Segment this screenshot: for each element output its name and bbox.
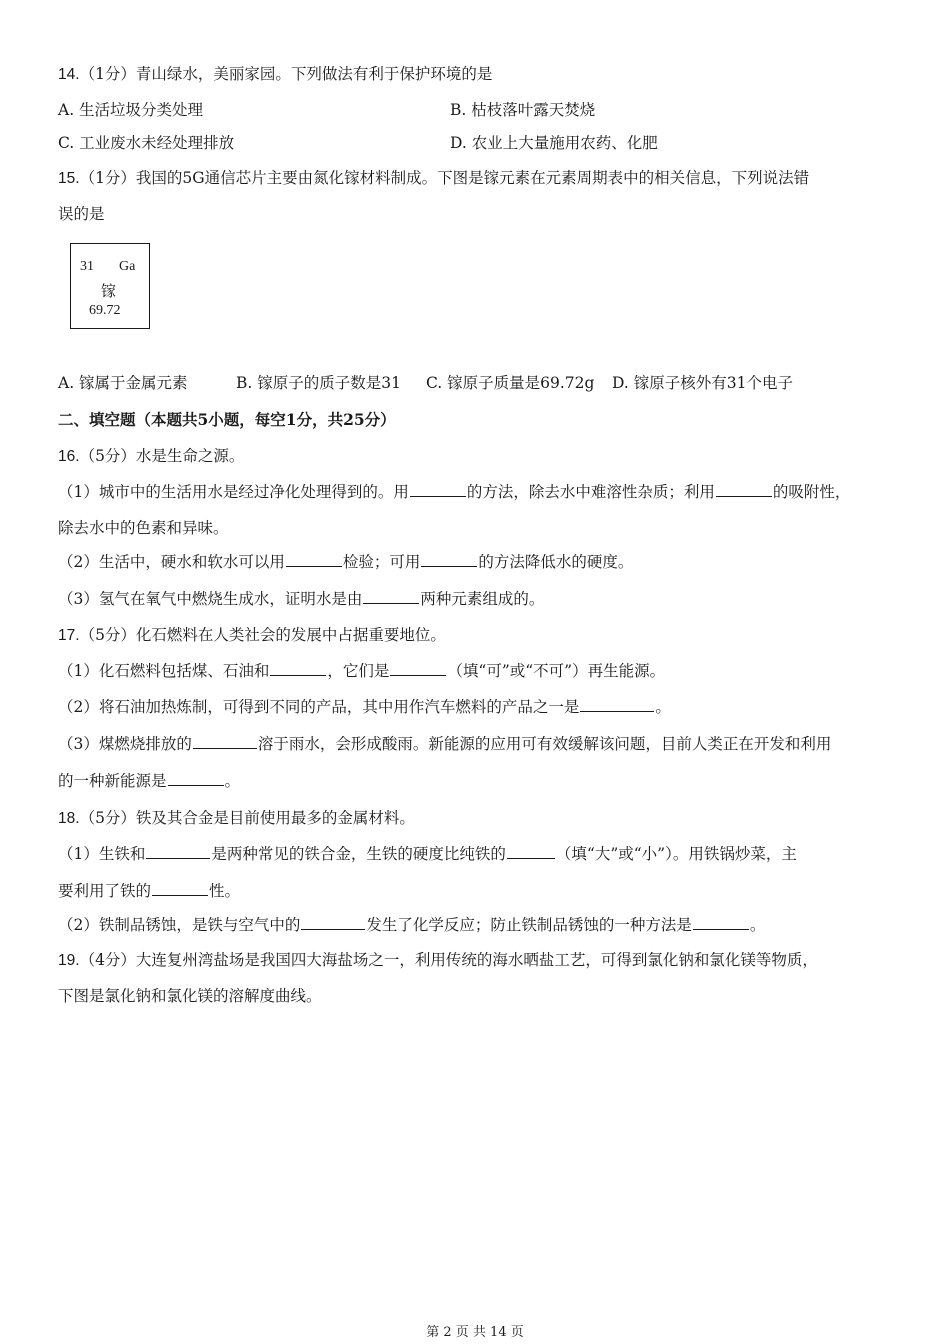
q18-part2: （2）铁制品锈蚀，是铁与空气中的 发生了化学反应；防止铁制品锈蚀的一种方法是 。 <box>58 916 766 934</box>
element-card-gallium <box>70 243 150 329</box>
q14-option-d: D. 农业上大量施用农药、化肥 <box>450 134 658 152</box>
q18-stem: 18.（5分）铁及其合金是目前使用最多的金属材料。 <box>58 809 415 827</box>
q17-part2: （2）将石油加热炼制，可得到不同的产品，其中用作汽车燃料的产品之一是 。 <box>58 698 671 716</box>
q17-part3-cont: 的一种新能源是 。 <box>58 772 241 790</box>
element-symbol: Ga <box>119 259 136 274</box>
blank[interactable] <box>716 482 772 497</box>
blank[interactable] <box>301 915 365 930</box>
section-title: 二、填空题（本题共5小题，每空1分，共25分） <box>58 410 396 429</box>
blank[interactable] <box>693 915 749 930</box>
blank[interactable] <box>363 589 419 604</box>
blank[interactable] <box>152 881 208 896</box>
q15-option-c: C. 镓原子质量是69.72g <box>426 374 595 392</box>
blank[interactable] <box>270 661 326 676</box>
q16-part2: （2）生活中，硬水和软水可以用 检验；可用 的方法降低水的硬度。 <box>58 553 634 571</box>
q15-option-a: A. 镓属于金属元素 <box>58 374 188 392</box>
blank[interactable] <box>193 734 257 749</box>
element-name: 镓 <box>101 282 117 300</box>
blank[interactable] <box>286 552 342 567</box>
blank[interactable] <box>410 482 466 497</box>
blank[interactable] <box>421 552 477 567</box>
q14-stem: 14.（1分）青山绿水，美丽家园。下列做法有利于保护环境的是 <box>58 65 493 83</box>
q16-part3: （3）氢气在氧气中燃烧生成水，证明水是由 两种元素组成的。 <box>58 590 545 608</box>
q15-stem-line2: 误的是 <box>58 205 105 223</box>
blank[interactable] <box>390 661 446 676</box>
q19-stem-line1: 19.（4分）大连复州湾盐场是我国四大海盐场之一，利用传统的海水晒盐工艺，可得到氯化钠和氯化镁等物质， <box>58 951 818 969</box>
q15-stem-line1: 15.（1分）我国的5G通信芯片主要由氮化镓材料制成。下图是镓元素在元素周期表中的相关信息，下列说法错 <box>58 169 810 187</box>
blank[interactable] <box>507 844 555 859</box>
q18-part1: （1）生铁和 是两种常见的铁合金，生铁的硬度比纯铁的 （填“大”或“小”）。用铁锅炒菜，主 <box>58 845 797 863</box>
q16-part1: （1）城市中的生活用水是经过净化处理得到的。用 的方法，除去水中难溶性杂质；利用 的吸附性， <box>58 483 851 501</box>
q18-part1-cont: 要利用了铁的 性。 <box>58 882 241 900</box>
page-footer: 第 2 页 共 14 页 <box>426 1325 524 1340</box>
q17-stem: 17.（5分）化石燃料在人类社会的发展中占据重要地位。 <box>58 626 446 644</box>
q19-stem-line2: 下图是氯化钠和氯化镁的溶解度曲线。 <box>58 987 322 1005</box>
q14-option-b: B. 枯枝落叶露天焚烧 <box>450 101 596 119</box>
q16-stem: 16.（5分）水是生命之源。 <box>58 447 245 465</box>
q15-option-b: B. 镓原子的质子数是31 <box>236 374 401 392</box>
element-atomic-mass: 69.72 <box>89 303 121 318</box>
q17-part1: （1）化石燃料包括煤、石油和 ，它们是 （填“可”或“不可”）再生能源。 <box>58 662 666 680</box>
q17-part3: （3）煤燃烧排放的 溶于雨水，会形成酸雨。新能源的应用可有效缓解该问题，目前人类正在开发和利用 <box>58 735 832 753</box>
element-atomic-number: 31 <box>80 259 94 274</box>
q15-option-d: D. 镓原子核外有31个电子 <box>612 374 793 392</box>
q16-part1-cont: 除去水中的色素和异味。 <box>58 519 229 537</box>
blank[interactable] <box>146 844 210 859</box>
q14-option-c: C. 工业废水未经处理排放 <box>58 134 235 152</box>
blank[interactable] <box>580 697 654 712</box>
blank[interactable] <box>168 771 224 786</box>
q14-option-a: A. 生活垃圾分类处理 <box>58 101 204 119</box>
